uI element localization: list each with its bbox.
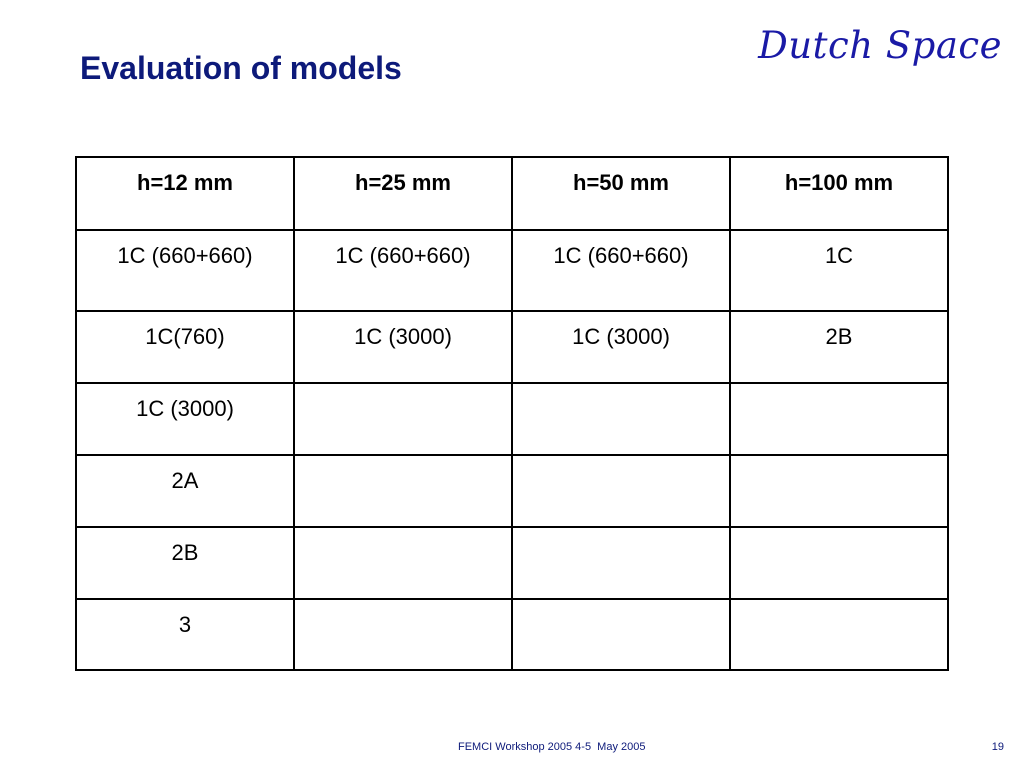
table-cell bbox=[512, 383, 730, 455]
table-cell: 1C (660+660) bbox=[294, 230, 512, 311]
table-cell bbox=[730, 455, 948, 527]
table-cell bbox=[294, 599, 512, 670]
page-number: 19 bbox=[991, 741, 1004, 753]
slide-footer: FEMCI Workshop 2005 4-5 May 2005 bbox=[458, 741, 646, 753]
column-header: h=25 mm bbox=[294, 157, 512, 230]
table-header-row bbox=[76, 157, 948, 230]
table-cell: 1C bbox=[730, 230, 948, 311]
table-cell bbox=[512, 527, 730, 599]
table-cell bbox=[730, 527, 948, 599]
table-cell bbox=[512, 599, 730, 670]
table-cell: 2A bbox=[76, 455, 294, 527]
column-header: h=50 mm bbox=[512, 157, 730, 230]
table-cell bbox=[294, 383, 512, 455]
dutch-space-logo: Dutch Space bbox=[758, 24, 1002, 67]
table-cell bbox=[730, 383, 948, 455]
table-cell: 1C (3000) bbox=[294, 311, 512, 383]
table-cell: 3 bbox=[76, 599, 294, 670]
table-cell: 1C (660+660) bbox=[76, 230, 294, 311]
table-row bbox=[76, 599, 948, 670]
table-cell: 1C(760) bbox=[76, 311, 294, 383]
table-cell: 1C (3000) bbox=[512, 311, 730, 383]
table-cell bbox=[512, 455, 730, 527]
table-row bbox=[76, 383, 948, 455]
table-cell: 2B bbox=[76, 527, 294, 599]
table-row bbox=[76, 455, 948, 527]
table-cell bbox=[294, 455, 512, 527]
table-cell bbox=[294, 527, 512, 599]
table-cell: 1C (3000) bbox=[76, 383, 294, 455]
table-row bbox=[76, 311, 948, 383]
slide-title: Evaluation of models bbox=[80, 50, 402, 86]
table-row bbox=[76, 230, 948, 311]
column-header: h=12 mm bbox=[76, 157, 294, 230]
table-row bbox=[76, 527, 948, 599]
table-cell: 2B bbox=[730, 311, 948, 383]
table-cell bbox=[730, 599, 948, 670]
table-cell: 1C (660+660) bbox=[512, 230, 730, 311]
column-header: h=100 mm bbox=[730, 157, 948, 230]
evaluation-table bbox=[75, 156, 949, 671]
